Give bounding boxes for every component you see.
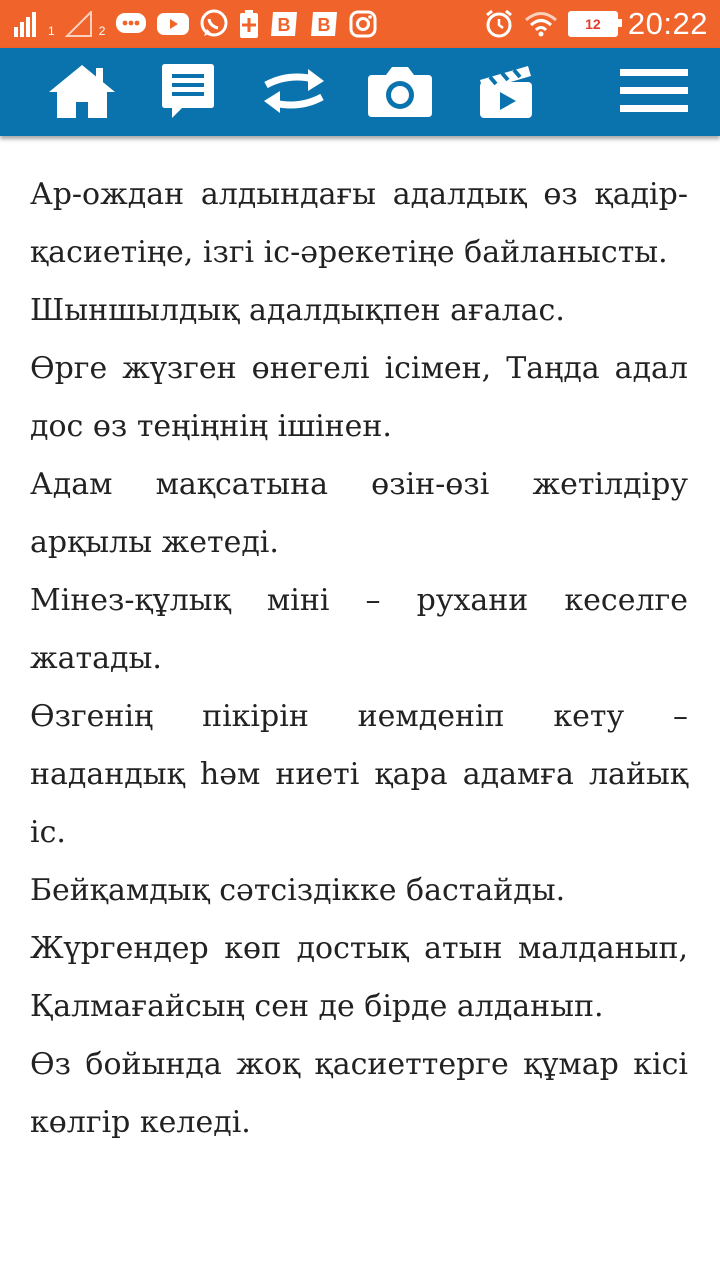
b-icon bbox=[309, 10, 339, 38]
instagram-icon bbox=[349, 10, 377, 38]
home-icon bbox=[46, 62, 118, 125]
alarm-icon bbox=[484, 9, 514, 39]
battery-level: 12 bbox=[585, 16, 601, 32]
news-button[interactable] bbox=[148, 62, 228, 124]
whatsapp-icon bbox=[199, 9, 229, 39]
article-paragraph: Адам мақсатына өзін-өзі жетілдіру арқылы жетеді. bbox=[30, 467, 688, 560]
svg-text:B: B bbox=[277, 15, 291, 35]
sim1-label: 1 bbox=[48, 24, 55, 38]
svg-text:B: B bbox=[317, 15, 331, 35]
clock: 20:22 bbox=[627, 6, 708, 41]
signal-icon bbox=[14, 11, 44, 37]
wifi-icon bbox=[524, 10, 558, 38]
video-button[interactable] bbox=[466, 62, 546, 124]
refresh-button[interactable] bbox=[254, 62, 334, 124]
battery-plus-icon bbox=[239, 9, 259, 39]
article-paragraph: Өзгенің пікірін иемденіп кету – надандық һәм ниеті қара адамға лайық іс. bbox=[30, 699, 688, 850]
b-icon bbox=[269, 10, 299, 38]
camera-icon bbox=[366, 63, 434, 124]
article-paragraph: Шыншылдық адалдықпен ағалас. bbox=[30, 293, 565, 328]
signal-icon bbox=[65, 11, 95, 37]
refresh-icon bbox=[258, 63, 330, 124]
status-bar bbox=[0, 0, 720, 48]
article-paragraph: Мінез-құлық міні – рухани кеселге жатады. bbox=[30, 583, 688, 676]
app-bar bbox=[0, 48, 720, 136]
article-paragraph: Бейқамдық сәтсіздікке бастайды. bbox=[30, 873, 566, 908]
youtube-icon bbox=[157, 12, 189, 36]
menu-button[interactable] bbox=[614, 62, 694, 124]
article-paragraph: Жүргендер көп достық атын малданып, Қалмағайсың сен де бірде алданып. bbox=[30, 931, 688, 1024]
news-icon bbox=[160, 61, 216, 126]
home-button[interactable] bbox=[42, 62, 122, 124]
photo-button[interactable] bbox=[360, 62, 440, 124]
article-body bbox=[30, 166, 688, 1152]
video-icon bbox=[476, 62, 536, 125]
article-paragraph: Өз бойында жоқ қасиеттерге құмар кісі көлгір келеді. bbox=[30, 1047, 688, 1140]
battery-indicator bbox=[568, 11, 618, 37]
sim2-label: 2 bbox=[98, 24, 106, 38]
chat-icon bbox=[115, 11, 147, 37]
menu-icon bbox=[618, 65, 690, 122]
article-paragraph: Ар-ождан алдындағы адалдық өз қадір-қасиетіңе, ізгі іс-әрекетіңе байланысты. bbox=[30, 177, 688, 270]
article-paragraph: Өрге жүзген өнегелі ісімен, Таңда адал дос өз теңіңнің ішінен. bbox=[30, 351, 688, 444]
